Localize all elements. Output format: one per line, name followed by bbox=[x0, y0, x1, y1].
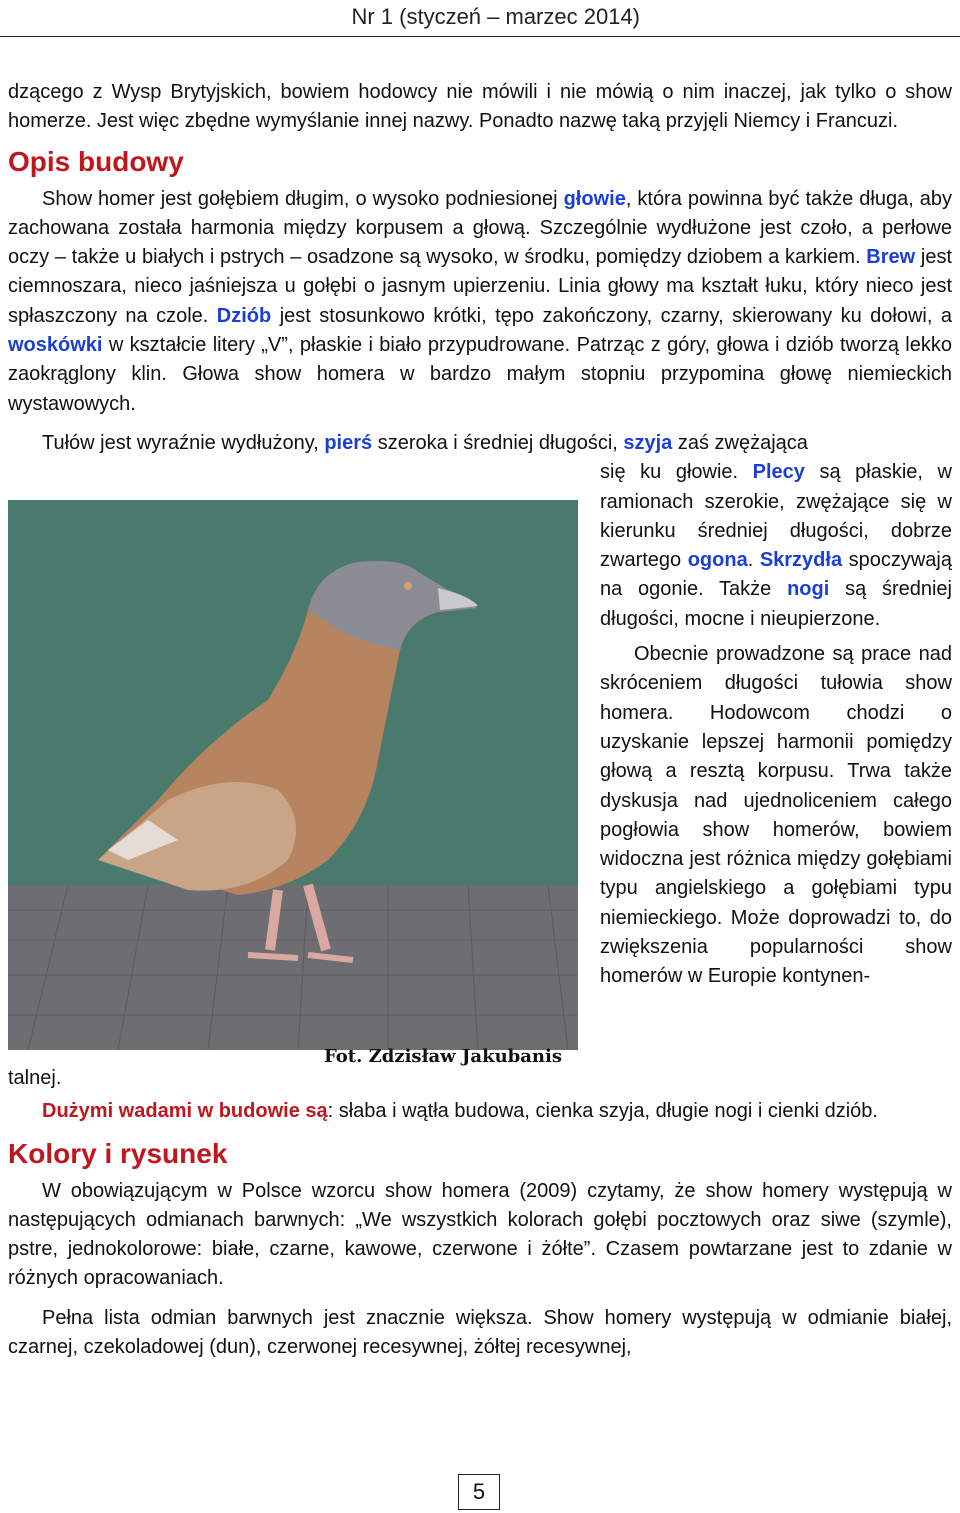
faults-paragraph: Dużymi wadami w budowie są: słaba i wątła budowa, cienka szyja, długie nogi i cienki dziób. bbox=[42, 1100, 878, 1123]
keyword-piers: pierś bbox=[324, 431, 373, 454]
keyword-brew: Brew bbox=[866, 246, 916, 269]
keyword-dziob: Dziób bbox=[216, 304, 272, 327]
keyword-woskowki: woskówki bbox=[8, 334, 103, 357]
article-body bbox=[8, 78, 952, 1362]
section-heading-kolory: Kolory i rysunek bbox=[8, 1137, 228, 1169]
colors-paragraph-1: W obowiązującym w Polsce wzorcu show homera (2009) czytamy, że show homery występują w następujących odmianach barwnych: „We wszystkich kolorach gołębi pocztowych oraz siwe (szymle), pstre, jednokolorowe: białe, czarne, kawowe, czerwone i żółte”. Czasem powtarzane jest to zdanie w różnych opracowaniach. bbox=[8, 1179, 952, 1290]
keyword-glowie: głowie bbox=[563, 187, 626, 210]
body-paragraph-1: Show homer jest gołębiem długim, o wysoko podniesionej głowie, która powinna być także długa, aby zachowana została harmonia między korpusem a głową. Szczególnie wydłużone jest czoło, a perłowe oczy – także u białych i pstrych – osadzone są wysoko, w środku, pomiędzy dziobem a karkiem. Brew jest ciemnoszara, nieco jaśniejsza u gołębi o jasnym upierzeniu. Linia głowy ma kształt łuku, który nieco jest spłaszczony na czole. Dziób jest stosunkowo krótki, tępo zakończony, czarny, skierowany ku dołowi, a woskówki w kształcie litery „V”, płaskie i biało przypudrowane. Patrząc z góry, głowa i dziób tworzą lekko zaokrąglony klin. Głowa show homera w bardzo małym stopniu przypomina głowę niemieckich wystawowych. bbox=[8, 187, 953, 415]
side-column bbox=[600, 458, 952, 991]
issue-title: Nr 1 (styczeń – marzec 2014) bbox=[351, 4, 640, 29]
section-heading-opis: Opis budowy bbox=[8, 145, 184, 177]
colors-paragraph-2: Pełna lista odmian barwnych jest znacznie większa. Show homery występują w odmianie białej, czarnej, czekoladowej (dun), czerwonej recesywnej, żółtej recesywnej, bbox=[8, 1306, 952, 1359]
faults-label: Dużymi wadami w budowie są bbox=[42, 1100, 328, 1123]
keyword-ogona: ogona bbox=[687, 549, 748, 572]
side-paragraph-1: się ku głowie. Plecy są płaskie, w ramionach szerokie, zwężające się w kierunku średniej długości, dobrze zwartego ogona. Skrzydła spoczywają na ogonie. Także nogi są średniej długości, mocne i nieupierzone. bbox=[600, 461, 953, 630]
pigeon-photo bbox=[8, 500, 578, 1050]
keyword-szyja: szyja bbox=[623, 431, 673, 454]
keyword-plecy: Plecy bbox=[752, 461, 805, 484]
continuation-word: talnej. bbox=[8, 1067, 62, 1090]
photo-caption: Fot. Zdzisław Jakubanis bbox=[324, 1046, 562, 1068]
page-header bbox=[0, 0, 960, 37]
intro-paragraph: dzącego z Wysp Brytyjskich, bowiem hodowcy nie mówili i nie mówią o nim inaczej, jak tylko o show homerze. Jest więc zbędne wymyślanie innej nazwy. Ponadto nazwę taką przyjęli Niemcy i Francuzi. bbox=[8, 81, 952, 133]
body-paragraph-2: Tułów jest wyraźnie wydłużony, pierś szeroka i średniej długości, szyja zaś zwężająca bbox=[42, 431, 808, 454]
photo-wrap-block bbox=[8, 458, 952, 1097]
page-number: 5 bbox=[458, 1474, 500, 1510]
keyword-nogi: nogi bbox=[787, 578, 830, 601]
keyword-skrzydla: Skrzydła bbox=[759, 549, 843, 572]
side-paragraph-2: Obecnie prowadzone są prace nad skróceniem długości tułowia show homera. Hodowcom chodzi o uzyskanie lepszej harmonii pomiędzy głową a resztą korpusu. Trwa także dyskusja nad ujednoliceniem całego pogłowia show homerów, bowiem widoczna jest różnica między gołębiami typu angielskiego a gołębiami typu niemieckiego. Może doprowadzi to, do zwiększenia popularności show homerów w Europie kontynen- bbox=[600, 643, 952, 988]
